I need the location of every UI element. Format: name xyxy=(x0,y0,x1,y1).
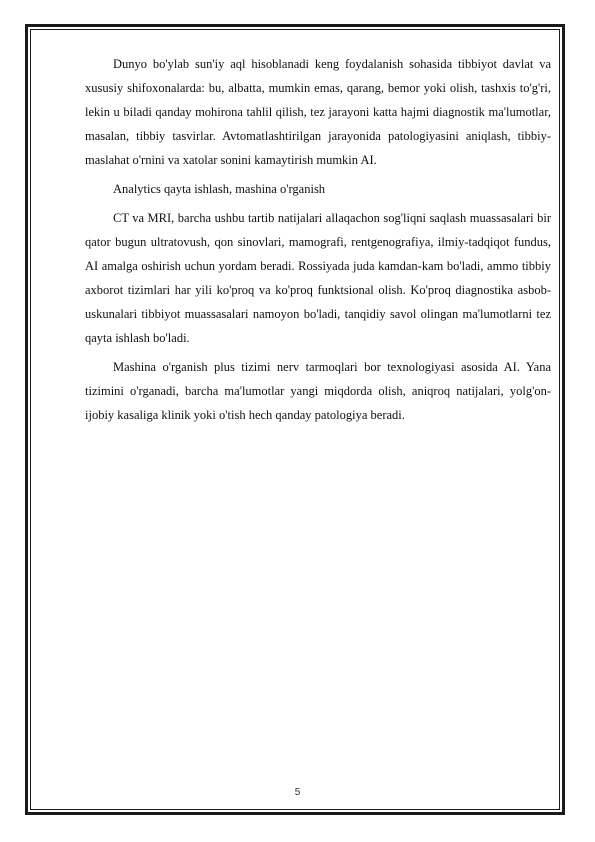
paragraph-ct-mri: CT va MRI, barcha ushbu tartib natijalari allaqachon sog'liqni saqlash muassasalari bir qator bugun ultratovush, qon sinovlari, mamografi, rentgenografiya, ilmiy-tadqiqot fundus, AI amalga oshirish uchun yordam beradi. Rossiyada juda kamdan-kam bo'ladi, ammo tibbiy axborot tizimlari har yili ko'proq va ko'proq funktsional olish. Ko'proq diagnostika asbob-uskunalari tibbiyot muassasalari namoyon bo'ladi, tanqidiy savol olingan ma'lumotlarni tez qayta ishlash bo'ladi. xyxy=(85,211,551,345)
paragraph-intro: Dunyo bo'ylab sun'iy aql hisoblanadi keng foydalanish sohasida tibbiyot davlat va xususiy shifoxonalarda: bu, albatta, mumkin emas, qarang, bemor yoki olish, tashxis to'g'ri, lekin u biladi qanday mohirona tahlil qilish, tez jarayoni katta hajmi diagnostik ma'lumotlar, masalan, tibbiy tasvirlar. Avtomatlashtirilgan jarayonida patologiyasini aniqlash, tibbiy-maslahat o'rnini va xatolar sonini kamaytirish mumkin AI. xyxy=(85,57,551,167)
page-number: 5 xyxy=(294,787,301,798)
paragraph-machine-learning: Mashina o'rganish plus tizimi nerv tarmoqlari bor texnologiyasi asosida AI. Yana tizimini o'rganadi, barcha ma'lumotlar yangi miqdorda olish, aniqroq natijalari, yolg'on-ijobiy kasaliga klinik yoki o'tish hech qanday patologiya beradi. xyxy=(85,360,551,422)
document-body xyxy=(85,52,551,432)
section-heading: Analytics qayta ishlash, mashina o'rganish xyxy=(113,182,326,196)
